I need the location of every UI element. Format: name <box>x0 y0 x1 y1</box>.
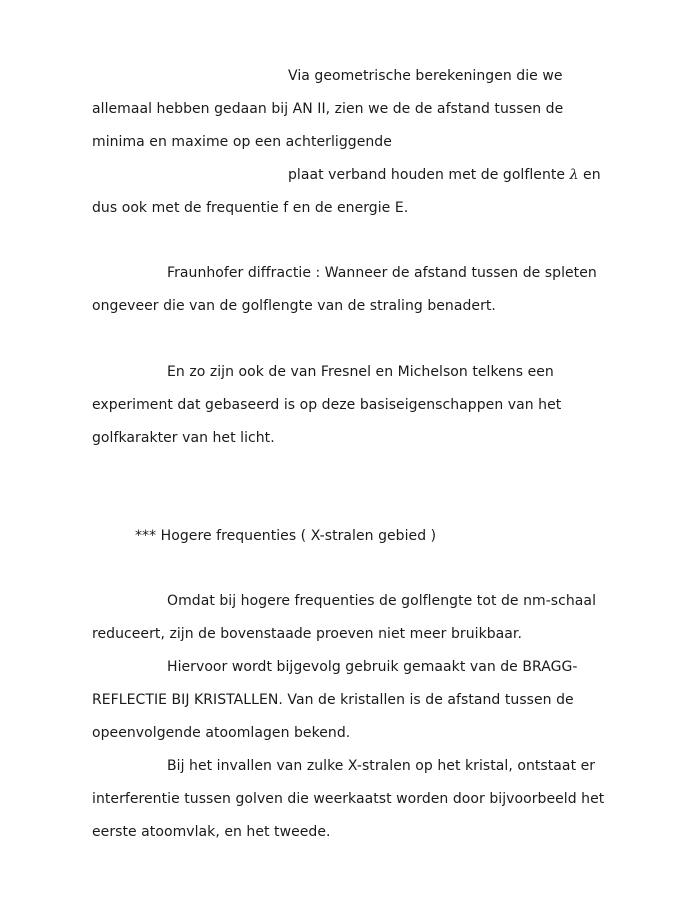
text-line: En zo zijn ook de van Fresnel en Michelson telkens een <box>167 364 554 380</box>
text-line: allemaal hebben gedaan bij AN II, zien we de de afstand tussen de <box>92 101 564 117</box>
text-line: golfkarakter van het licht. <box>92 430 275 446</box>
text-line: experiment dat gebaseerd is op deze basiseigenschappen van het <box>92 397 562 413</box>
lambda-symbol: λ <box>569 167 579 183</box>
text-line: minima en maxime op een achterliggende <box>92 134 392 150</box>
text-line: REFLECTIE BIJ KRISTALLEN. Van de kristallen is de afstand tussen de <box>92 692 574 708</box>
text-fragment: plaat verband houden met de golflente <box>288 167 570 183</box>
text-fragment: en <box>578 167 601 183</box>
text-line: Hiervoor wordt bijgevolg gebruik gemaakt van de BRAGG- <box>167 659 578 675</box>
text-line: Omdat bij hogere frequenties de golflengte tot de nm-schaal <box>167 593 597 609</box>
text-line: Fraunhofer diffractie : Wanneer de afstand tussen de spleten <box>167 265 597 281</box>
text-line <box>288 166 601 184</box>
text-line: Bij het invallen van zulke X-stralen op het kristal, ontstaat er <box>167 758 596 774</box>
text-line: eerste atoomvlak, en het tweede. <box>92 824 331 840</box>
text-line: Via geometrische berekeningen die we <box>288 68 563 84</box>
text-line: interferentie tussen golven die weerkaatst worden door bijvoorbeeld het <box>92 791 605 807</box>
text-line: reduceert, zijn de bovenstaade proeven niet meer bruikbaar. <box>92 626 522 642</box>
text-line: dus ook met de frequentie f en de energie E. <box>92 200 409 216</box>
text-line: opeenvolgende atoomlagen bekend. <box>92 725 351 741</box>
text-line: ongeveer die van de golflengte van de straling benadert. <box>92 298 496 314</box>
section-heading: *** Hogere frequenties ( X-stralen gebied ) <box>135 528 437 544</box>
